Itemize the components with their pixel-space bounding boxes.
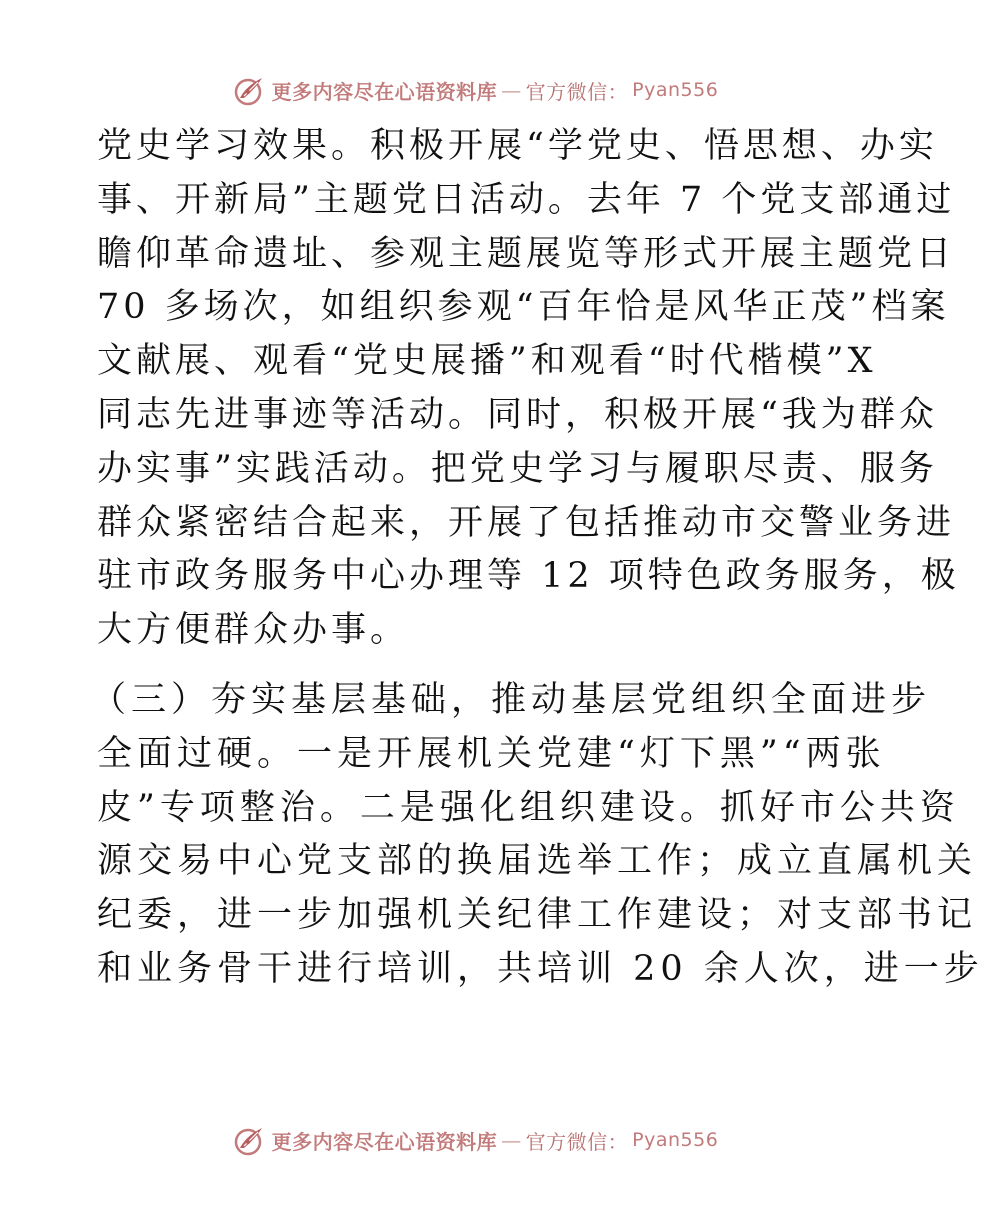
text-line: 70 多场次，如组织参观“百年恰是风华正茂”档案 [97, 287, 950, 328]
text-line: 党史学习效果。积极开展“学党史、悟思想、办实 [97, 126, 938, 166]
text-line: 办实事”实践活动。把党史学习与履职尽责、服务 [97, 448, 938, 489]
watermark-slogan: 更多内容尽在心语资料库 [271, 79, 498, 104]
text-line: 同志先进事迹等活动。同时，积极开展“我为群众 [97, 394, 938, 435]
text-line: 群众紧密结合起来，开展了包括推动市交警业务进 [97, 502, 956, 543]
watermark-dash: — [501, 78, 522, 102]
footer-watermark [0, 1120, 950, 1160]
text-line: 全面过硬。一是开展机关党建“灯下黑”“两张 [97, 733, 886, 774]
paragraph-gap [97, 658, 857, 674]
watermark-wechat-label: 官方微信： [525, 1129, 629, 1154]
quill-logo-icon [232, 1122, 268, 1158]
watermark-wechat-id: Pyan556 [632, 1129, 719, 1151]
paragraph-1 [97, 120, 960, 658]
text-line: 源交易中心党支部的换届选举工作；成立直属机关 [97, 841, 978, 882]
text-line: 文献展、观看“党史展播”和观看“时代楷模”X [97, 341, 877, 382]
text-line: 大方便群众办事。 [97, 610, 410, 651]
text-line: 和业务骨干进行培训，共培训 20 余人次，进一步 [97, 948, 984, 989]
text-line: 驻市政务服务中心办理等 12 项特色政务服务，极 [97, 556, 960, 597]
quill-logo-icon [232, 72, 268, 108]
watermark-slogan: 更多内容尽在心语资料库 [271, 1129, 498, 1154]
text-line: 纪委，进一步加强机关纪律工作建设；对支部书记 [97, 895, 978, 936]
text-line: 瞻仰革命遗址、参观主题展览等形式开展主题党日 [97, 233, 956, 274]
watermark-wechat-label: 官方微信： [525, 79, 629, 104]
section-heading-line: （三）夯实基层基础，推动基层党组织全面进步 [91, 679, 932, 720]
text-line: 皮”专项整治。二是强化组织建设。抓好市公共资 [97, 787, 960, 828]
paragraph-2 [91, 674, 984, 997]
watermark-dash: — [501, 1128, 522, 1152]
document-body [91, 120, 984, 997]
header-watermark [0, 70, 950, 110]
watermark-wechat-id: Pyan556 [632, 79, 719, 101]
text-line: 事、开新局”主题党日活动。去年 7 个党支部通过 [97, 179, 956, 220]
